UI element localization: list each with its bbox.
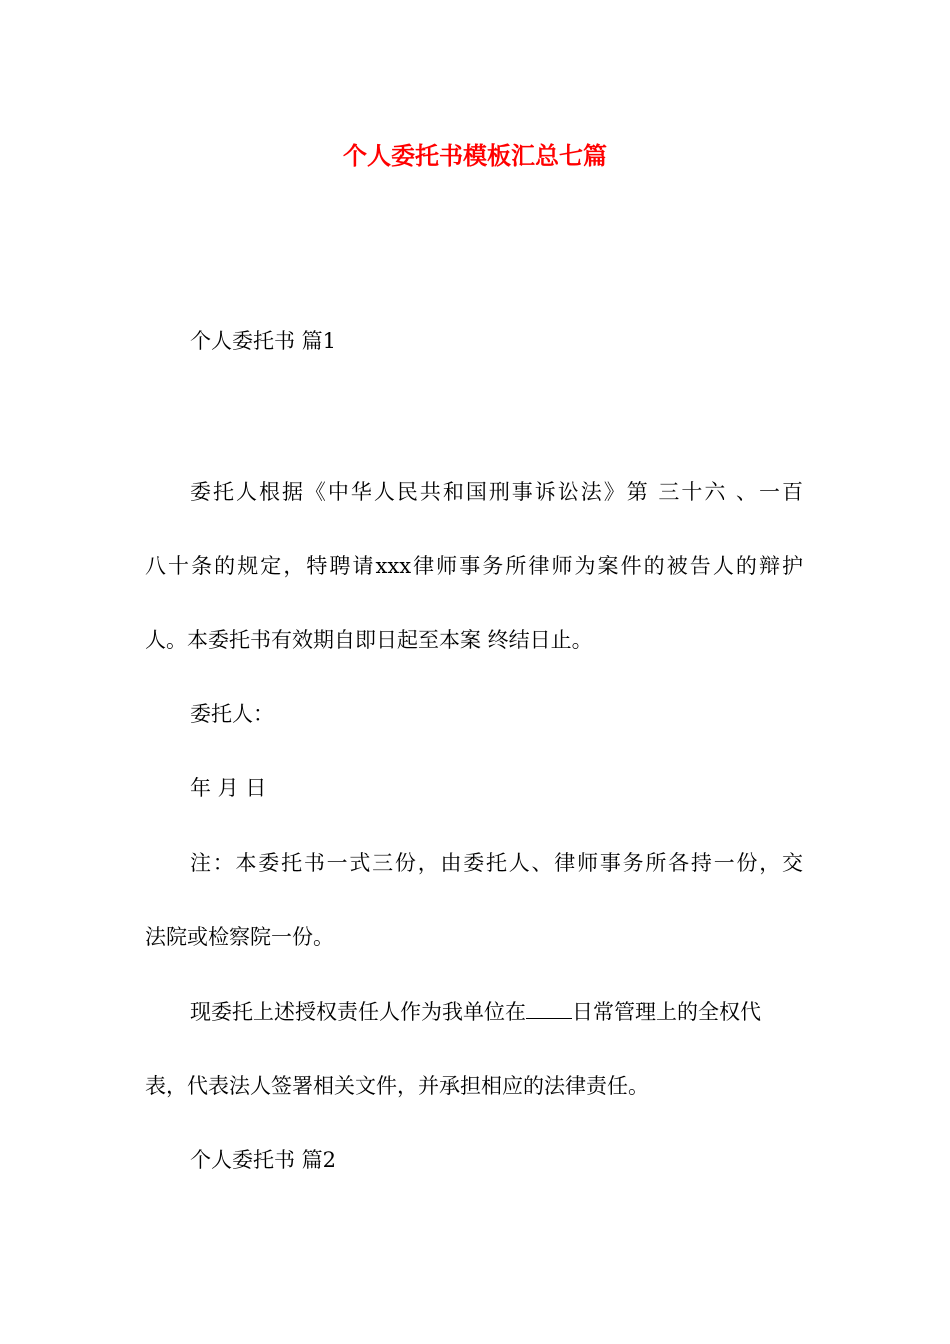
section-heading-1: 个人委托书 篇1 [190,329,337,353]
document-title: 个人委托书模板汇总七篇 [343,141,607,170]
date-line: 年 月 日 [190,776,267,800]
paragraph-2-line-1 [190,998,761,1026]
paragraph-1-line-3: 人。本委托书有效期自即日起至本案 终结日止。 [145,628,593,652]
note-line-1: 注：本委托书一式三份，由委托人、律师事务所各持一份，交 [190,851,803,875]
section-heading-2: 个人委托书 篇2 [190,1148,337,1172]
paragraph-2-line-1-before: 现委托上述授权责任人作为我单位在 [190,1000,526,1024]
paragraph-1-line-1: 委托人根据《中华人民共和国刑事诉讼法》第 三十六 、一百 [190,480,803,504]
principal-label: 委托人： [190,702,274,726]
paragraph-2-line-2: 表，代表法人签署相关文件，并承担相应的法律责任。 [145,1074,649,1098]
paragraph-2-line-1-after: 日常管理上的全权代 [572,1000,761,1024]
note-line-2: 法院或检察院一份。 [145,925,334,949]
fill-in-blank [526,1000,572,1019]
paragraph-1-line-2: 八十条的规定，特聘请xxx律师事务所律师为案件的被告人的辩护 [145,554,803,578]
